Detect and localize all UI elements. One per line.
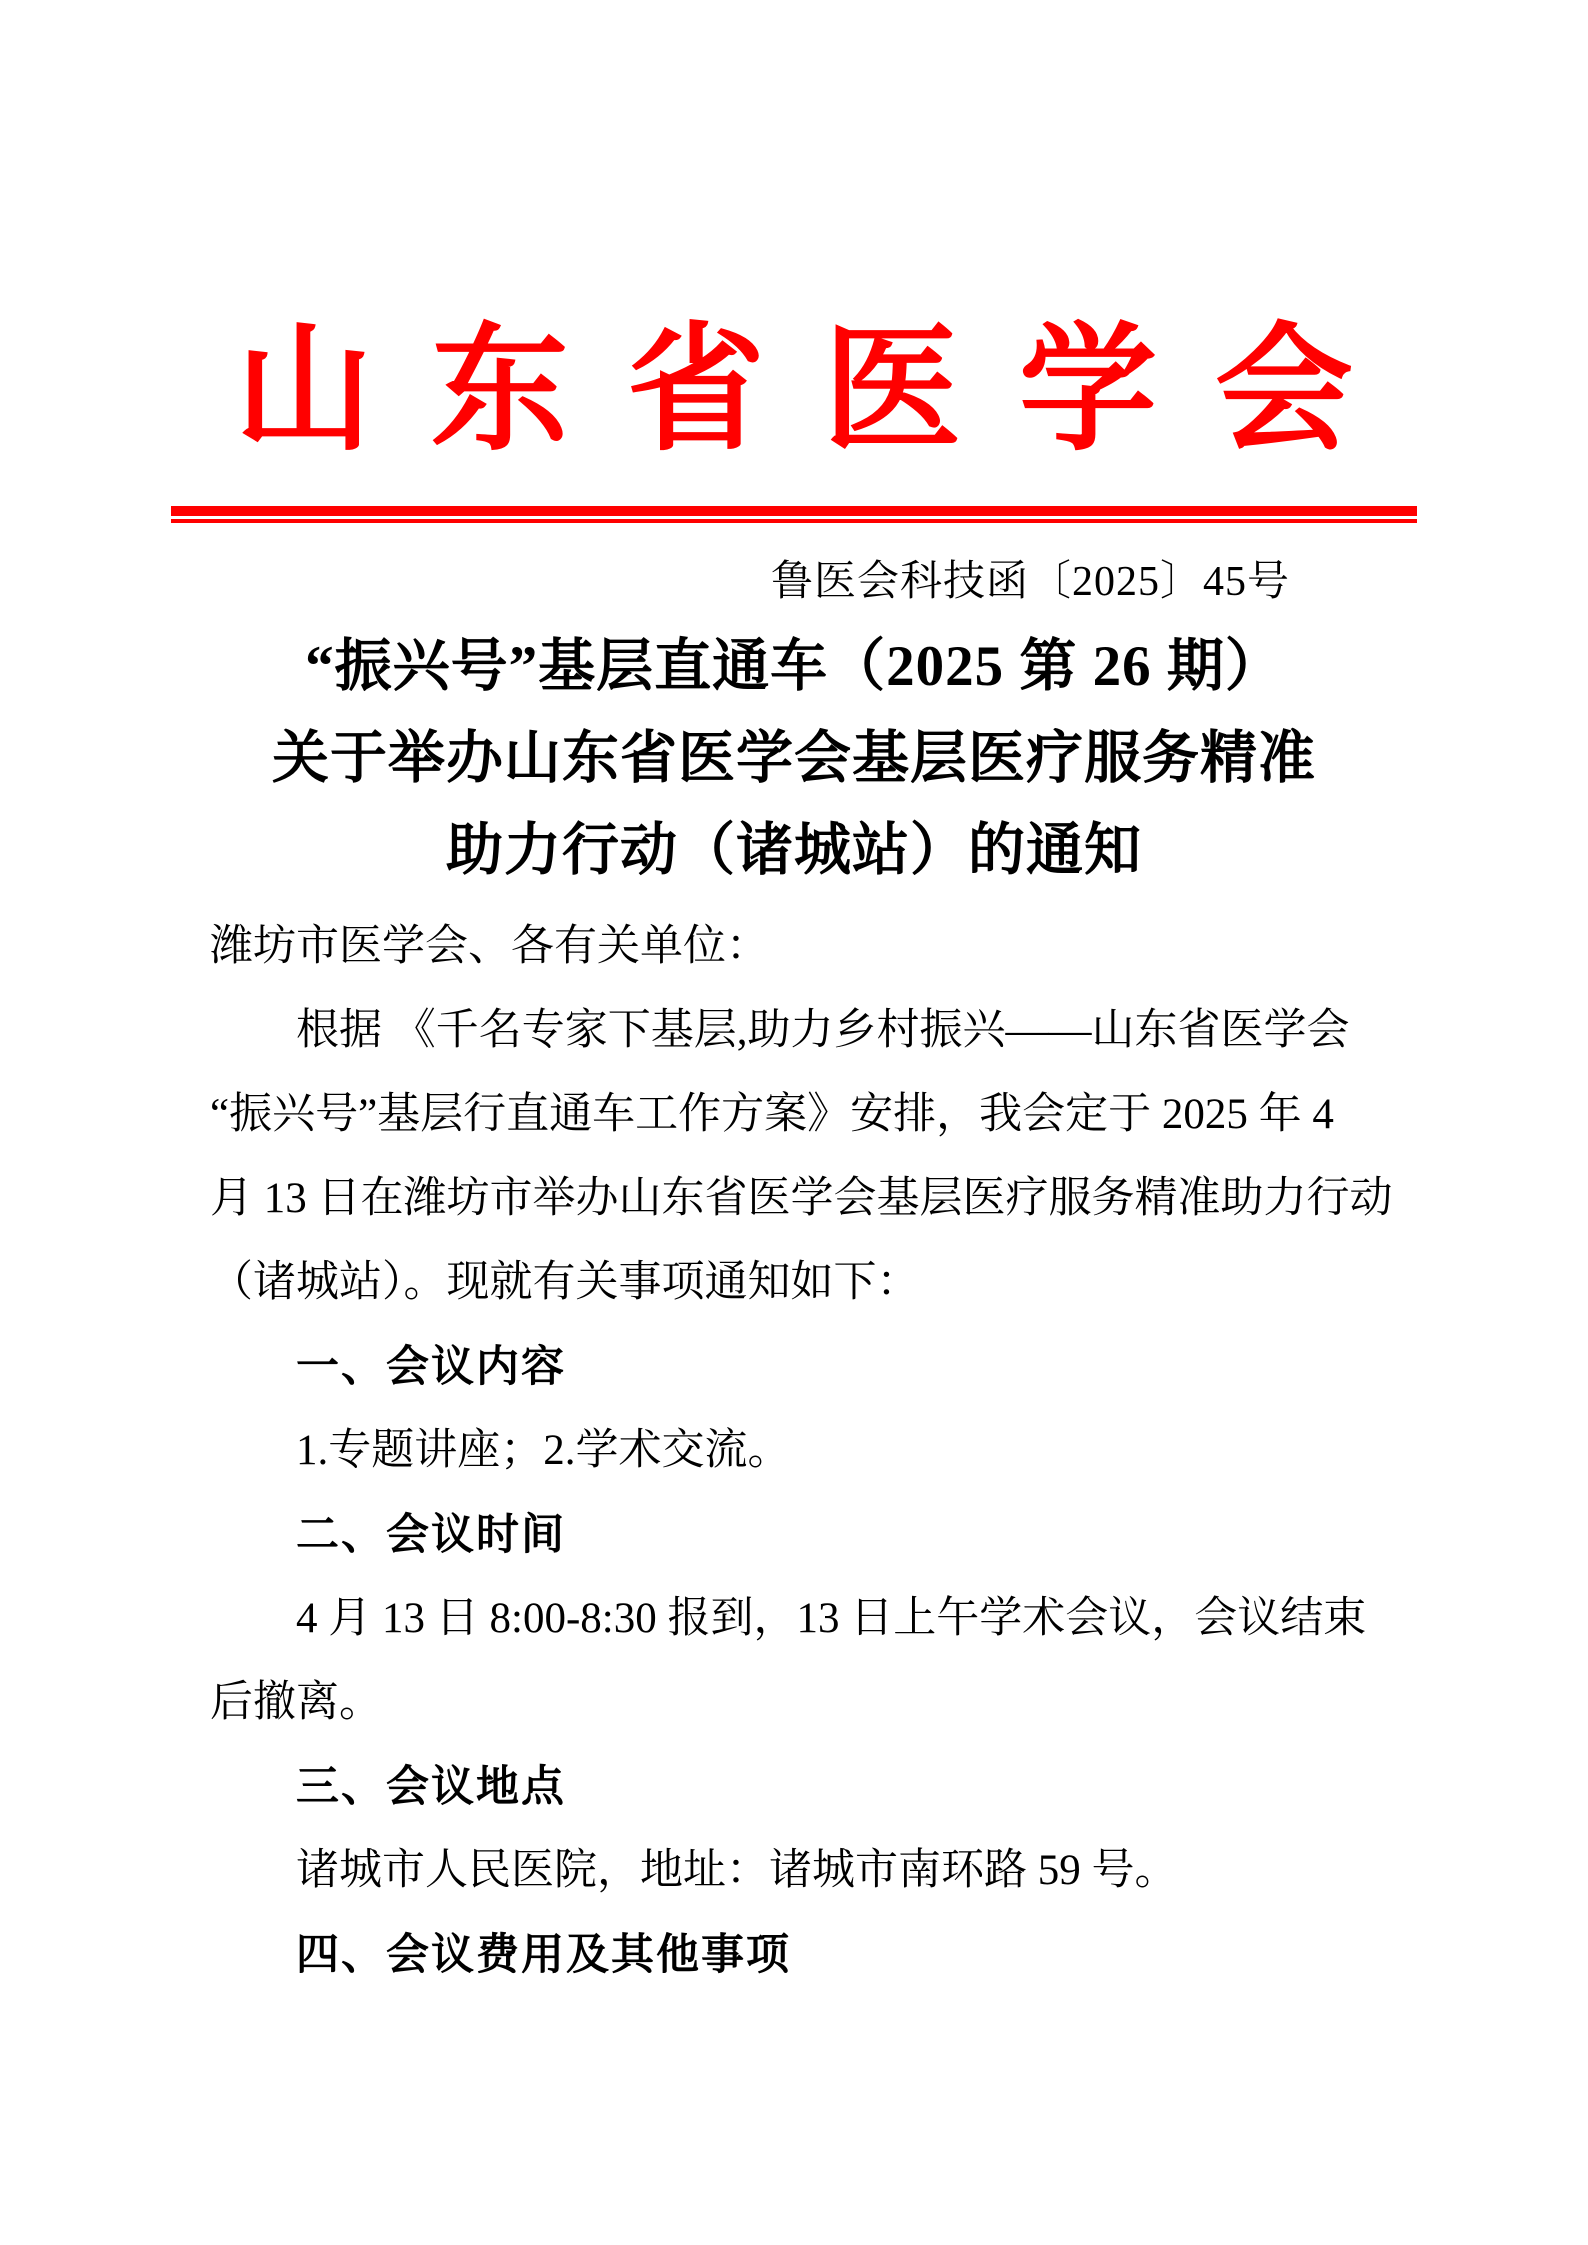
section-2-header: 二、会议时间: [296, 1511, 566, 1559]
headline-line-2: 关于举办山东省医学会基层医疗服务精准: [272, 727, 1316, 790]
document-reference-number: 鲁医会科技函〔2025〕45号: [770, 559, 1290, 605]
body-line: 后撤离。: [210, 1679, 382, 1726]
section-3-header: 三、会议地点: [296, 1763, 566, 1811]
masthead-divider-rule: [171, 506, 1417, 523]
notice-body: [210, 905, 1400, 1997]
section-4-header: 四、会议费用及其他事项: [296, 1931, 791, 1979]
section-1-header: 一、会议内容: [296, 1343, 566, 1391]
notice-headline: [0, 621, 1588, 897]
body-line: 1.专题讲座；2.学术交流。: [296, 1427, 791, 1474]
body-line: 4 月 13 日 8:00-8:30 报到，13 日上午学术会议，会议结束: [296, 1595, 1367, 1642]
body-line: “振兴号”基层行直通车工作方案》安排，我会定于 2025 年 4: [210, 1091, 1334, 1138]
headline-line-1: “振兴号”基层直通车（2025 第 26 期）: [305, 635, 1283, 698]
masthead-title: 山东省医学会: [234, 314, 1411, 467]
body-line: 根据 《千名专家下基层,助力乡村振兴——山东省医学会: [296, 1007, 1350, 1054]
body-line: （诸城站）。现就有关事项通知如下：: [210, 1259, 920, 1306]
salutation-line: 潍坊市医学会、各有关单位：: [210, 923, 769, 970]
body-line: 诸城市人民医院，地址：诸城市南环路 59 号。: [296, 1847, 1178, 1894]
headline-line-3: 助力行动（诸城站）的通知: [446, 819, 1142, 882]
body-line: 月 13 日在潍坊市举办山东省医学会基层医疗服务精准助力行动: [210, 1175, 1393, 1222]
